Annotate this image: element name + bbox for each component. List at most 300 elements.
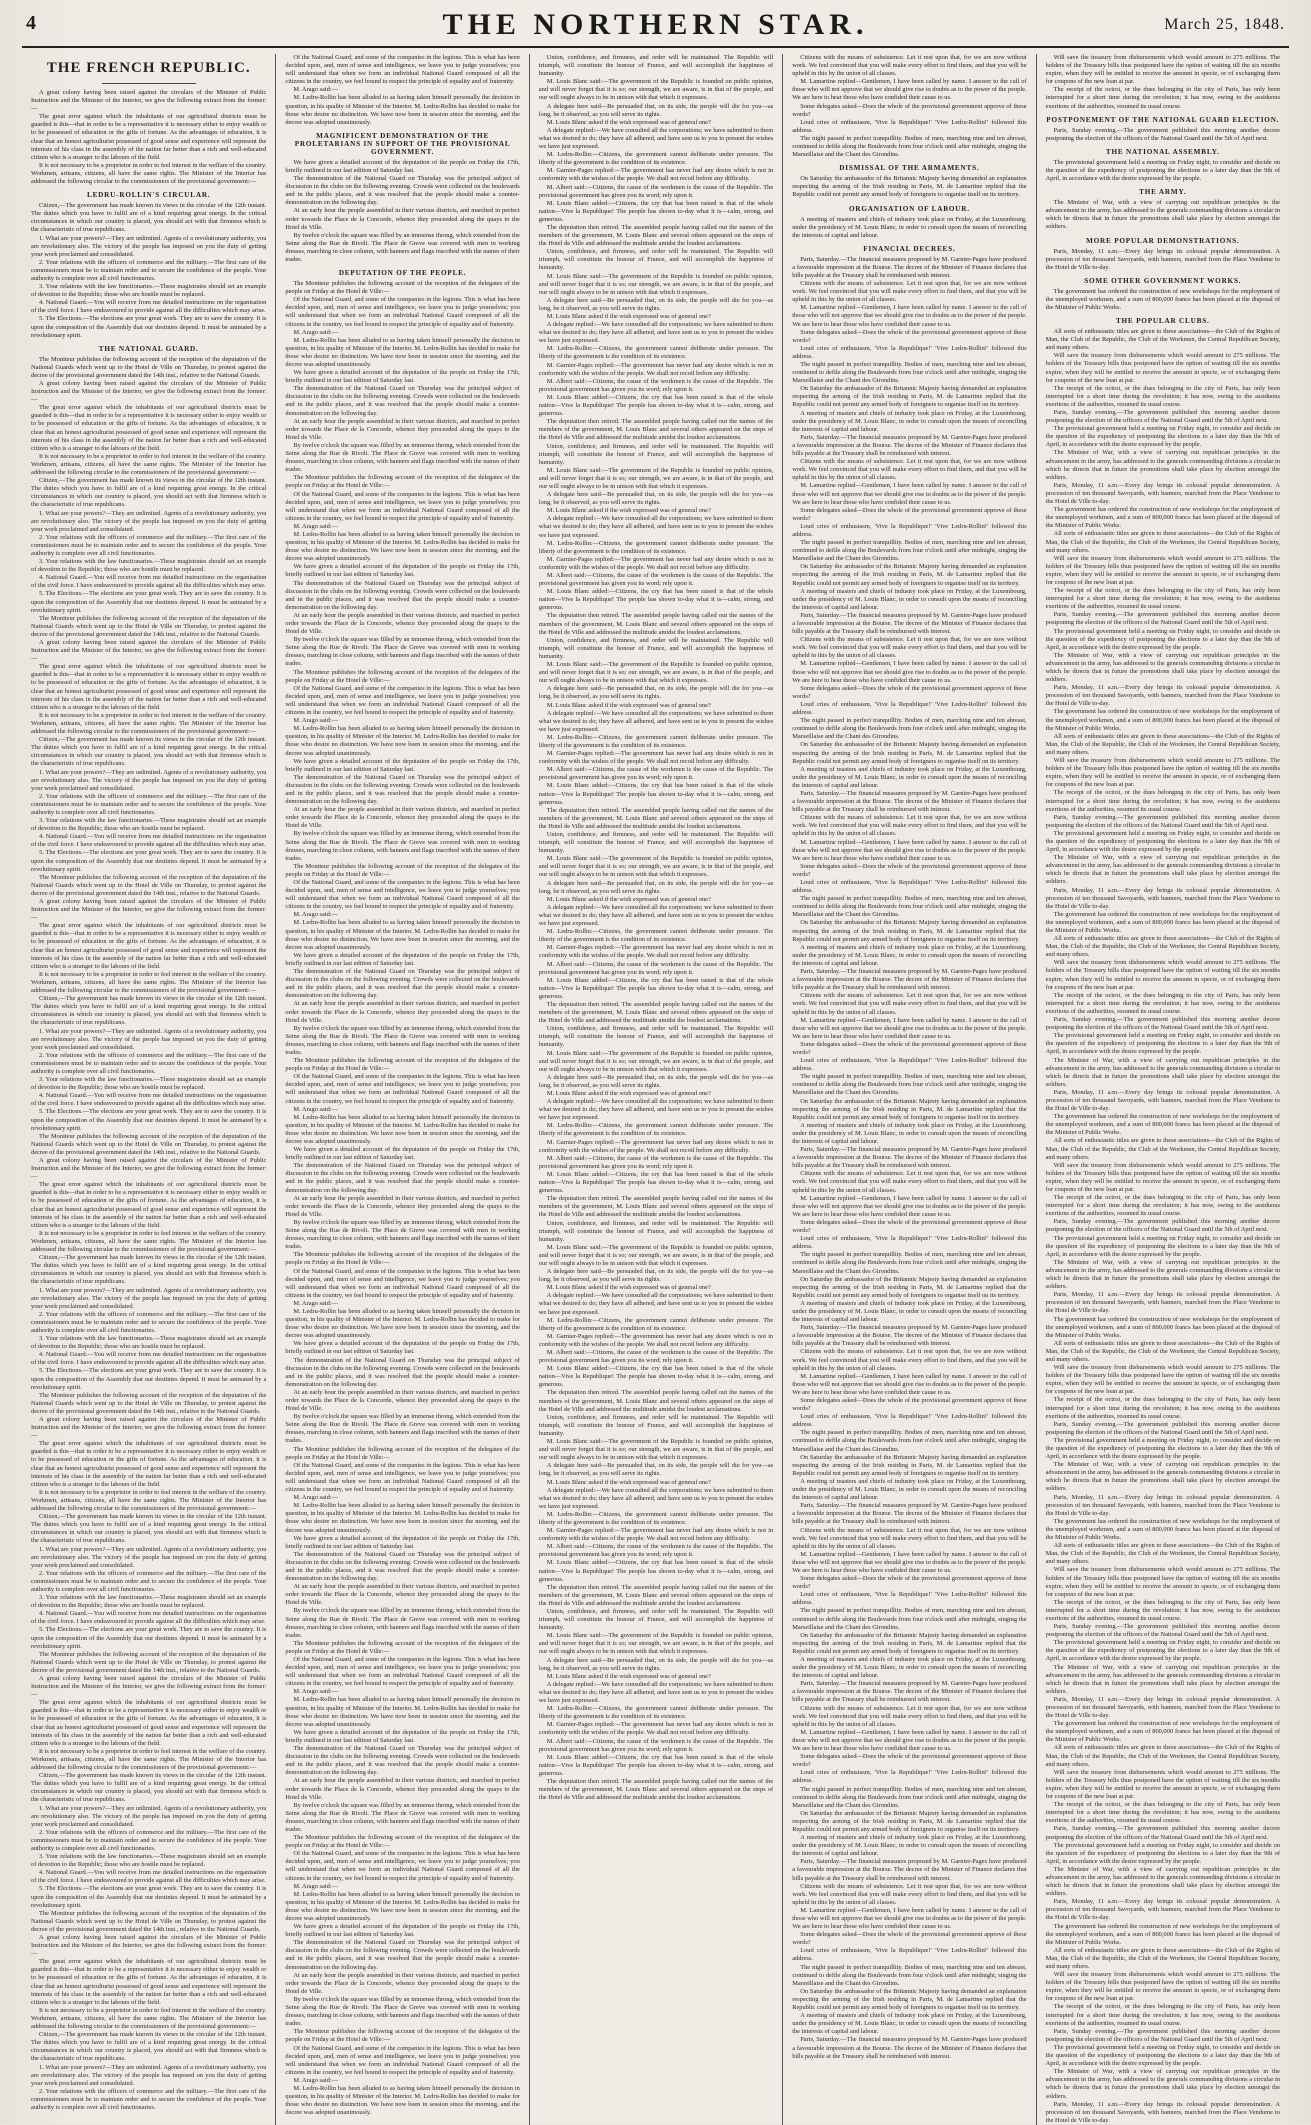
paragraph: Union, confidence, and firmness, and order will be maintained. The Republic will triumph, will constitute the honour of France, and will accomplish the happiness of humanity. — [538, 1608, 774, 1632]
paragraph: The night passed in perfect tranquillity. Bodies of men, marching nine and ten abreast, continued to defile along the Boulevards from four o'clock until after midnight, singing the Marseillaise and the Chant des Girondins. — [792, 1963, 1027, 1987]
paragraph: By twelve o'clock the square was filled by an immense throng, which extended from the Seine along the Rue de Rivoli. The Place de Greve was covered with men in working dresses, marching in close column, with banners and flags inscribed with the names of their trades. — [285, 1218, 520, 1251]
paragraph: M. Lamartine replied—Gentlemen, I have been called by name. I answer to the call of those who will not approve that we should give rise to doubts as to the power of the people. We are here to hear those who have confided their cause to us. — [792, 1728, 1027, 1753]
paragraph: M. Lamartine replied—Gentlemen, I have been called by name. I answer to the call of those who will not approve that we should give rise to doubts as to the power of the people. We are here to hear those who have confided their cause to us. — [792, 1906, 1027, 1931]
paragraph: M. Garnier-Pages replied:—The government has never had any desire which is not in conformity with the wishes of the people. We shall not recoil before any difficulty. — [538, 1138, 774, 1154]
paragraph: Citizens with the means of subsistence. Let it rest upon that, for we are now without work. We feel convinced that you will make every effort to find them, and that you will be upheld in this by the union of all classes. — [792, 636, 1027, 660]
paragraph: Of the National Guard, and some of the companies in the legions. This is what has been decided upon, and, men of sense and intelligence, we leave you to judge yourselves; you will understand that when we form an individual National Guard composed of all the citizens in the country, we feel bound to respect the principle of equality and of fraternity. — [285, 490, 520, 522]
paragraph: Union, confidence, and firmness, and order will be maintained. The Republic will triumph, will constitute the honour of France, and will accomplish the happiness of humanity. — [538, 636, 774, 660]
paragraph: M. Ledru-Rollin has been alluded to as having taken himself personally the decision in question, in his quality of Minister of the Interior. M. Ledru-Rollin has decided to make for those who desire no distinction. We have now been in session since the morning, and the decree was adopted unanimously. — [285, 2084, 520, 2117]
paragraph: Paris, Sunday evening.—The government published this morning another decree postponing the election of the officers of the National Guard until the 5th of April next. — [1045, 1218, 1280, 1234]
paragraph: M. Ledru-Rollin:—Citizens, the government cannot deliberate under pressure. The liberty of the government is the condition of its existence. — [538, 733, 774, 749]
paragraph: Paris, Saturday.—The financial measures proposed by M. Garnier-Pages have produced a favourable impression at the Bourse. The decree of the Minister of Finance declares that bills payable at the Treasury shall be reimbursed with interest. — [792, 255, 1027, 279]
paragraph: M. Lamartine replied—Gentlemen, I have been called by name. I answer to the call of those who will not approve that we should give rise to doubts as to the power of the people. We are here to hear those who have confided their cause to us. — [792, 304, 1027, 328]
paragraph: The Minister of War, with a view of carrying out republican principles in the advancement in the army, has addressed to the generals commanding divisions a circular in which he directs that in future the promotions shall take place by election amongst the soldiers. — [1045, 1663, 1280, 1695]
paragraph: Of the National Guard, and some of the companies in the legions. This is what has been decided upon, and, men of sense and intelligence, we leave you to judge yourselves; you will understand that when we form an individual National Guard composed of all the citizens in the country, we feel bound to respect the principle of equality and of fraternity. — [285, 54, 520, 86]
body-text-continuation — [792, 280, 1026, 2061]
paragraph: The Moniteur publishes the following account of the reception of the delegates of the people on Friday at the Hotel de Ville:— — [285, 474, 520, 490]
paragraph: Union, confidence, and firmness, and order will be maintained. The Republic will triumph, will constitute the honour of France, and will accomplish the happiness of humanity. — [538, 1413, 774, 1437]
paragraph: A great colony having been raised against the circulars of the Minister of Public Instruction and the Minister of the Interior, we give the following extract from the former:— — [31, 1157, 267, 1181]
paragraph: All sorts of enthusiastic titles are given to these associations—the Club of the Rights of Man, the Club of the Republic, the Club of the Workmen, the Central Republican Society, and many others. — [1045, 328, 1280, 352]
paragraph: Paris, Monday, 11 a.m.—Every day brings its colossal popular demonstration. A procession of ten thousand Savoyards, with banners, marched from the Place Vendome to the Hotel de Ville to-day. — [1045, 684, 1280, 708]
paragraph: 5. The Elections.—The elections are your great work. They are to save the country. It is upon the composition of the Assembly that our destinies depend. It must be animated by a revolutionary spirit. — [31, 1885, 267, 1909]
paragraph: 4. National Guard.—You will receive from me detailed instructions on the organisation of the civil force. I have endeavoured to provide against all the difficulties which may arise. — [31, 833, 267, 849]
paragraph: Paris, Monday, 11 a.m.—Every day brings its colossal popular demonstration. A procession of ten thousand Savoyards, with banners, marched from the Place Vendome to the Hotel de Ville to-day. — [1045, 1088, 1280, 1113]
paragraph: 4. National Guard.—You will receive from me detailed instructions on the organisation of the civil force. I have endeavoured to provide against all the difficulties which may arise. — [31, 1351, 267, 1367]
paragraph: A delegate here said—Be persuaded that, on its side, the people will die for you—as long, be it observed, as you will serve its rights. — [538, 685, 774, 701]
paragraph: The demonstration of the National Guard on Thursday was the principal subject of discussion in the clubs on the following evening. Crowds were collected on the boulevards and in the public places, and it was resolved that the people should make a counter-demonstration on the following day. — [285, 1550, 520, 1583]
paragraph: 1. What are your powers?—They are unlimited. Agents of a revolutionary authority, you are revolutionary also. The victory of the people has imposed on you the duty of getting your work proclaimed and consolidated. — [31, 1804, 267, 1828]
paragraph: Union, confidence, and firmness, and order will be maintained. The Republic will triumph, will constitute the honour of France, and will accomplish the happiness of humanity. — [538, 1219, 774, 1243]
paragraph: All sorts of enthusiastic titles are given to these associations—the Club of the Rights of Man, the Club of the Republic, the Club of the Workmen, the Central Republican Society, and many others. — [1045, 1946, 1280, 1970]
paragraph: The deputation then retired. The assembled people having called out the names of the members of the government, M. Louis Blanc and several others appeared on the steps of the Hotel de Ville and addressed the multitude amidst the loudest acclamations. — [538, 1000, 774, 1025]
paragraph: M. Louis Blanc asked if the wish expressed was of general one? — [546, 313, 711, 320]
subheading: THE NATIONAL ASSEMBLY. — [1105, 147, 1220, 156]
paragraph: The night passed in perfect tranquillity. Bodies of men, marching nine and ten abreast, continued to defile along the Boulevards from four o'clock until after midnight, singing the Marseillaise and the Chant des Girondins. — [792, 1429, 1027, 1453]
paragraph: The great error against which the inhabitants of our agricultural districts must be guarded is this—that in order to be a representative it is necessary either to enjoy wealth or to be possessed of education or the gifts of fortune. As the advantages of education, it is clear that an honest agriculturist possessed of good sense and experience will represent the interests of his class in the assembly of the nation far better than a rich and well-educated citizen who is a stranger to the labours of the field. — [31, 922, 267, 970]
paragraph: Some delegates asked—Does the whole of the provisional government approve of these words? — [792, 506, 1027, 522]
paragraph: The Moniteur publishes the following account of the reception of the deputation of the National Guards which went up to the Hotel de Ville on Thursday, to protest against the decree of the provisional government dated the 14th inst., relative to the National Guards. — [31, 873, 267, 897]
page-number: 4 — [26, 12, 36, 34]
paragraph: The night passed in perfect tranquillity. Bodies of men, marching nine and ten abreast, continued to defile along the Boulevards from four o'clock until after midnight, singing the Marseillaise and the Chant des Girondins. — [792, 1251, 1027, 1275]
paragraph: 2. Your relations with the officers of commerce and the military.—The first care of the commissioners must be to maintain order and to secure the confidence of the people. Your authority is complete over all civil functionaries. — [31, 1828, 267, 1852]
paragraph: On Saturday the ambassador of the Britannic Majesty having demanded an explanation respecting the arming of the Irish residing in Paris, M. de Lamartine replied that the Republic could not permit any armed body of foreigners to organise itself on its territory. — [792, 741, 1027, 765]
paragraph: 1. What are your powers?—They are unlimited. Agents of a revolutionary authority, you are revolutionary also. The victory of the people has imposed on you the duty of getting your work proclaimed and consolidated. — [31, 768, 267, 792]
paragraph: A delegate replied:—We have consulted all the corporations; we have submitted to them what we desired to do; they have all adhered, and have sent us to you to present the wishes we have just expressed. — [538, 321, 774, 345]
paragraph: The receipt of the octroi, or the dues belonging to the city of Paris, has only been interrupted for a short time during the revolution; it has now, owing to the assiduous exertions of the authorities, resumed its usual course. — [1045, 1801, 1280, 1825]
paragraph: M. Garnier-Pages replied:—The government has never had any desire which is not in conformity with the wishes of the people. We shall not recoil before any difficulty. — [538, 944, 774, 960]
body-text-continuation — [1046, 352, 1280, 2125]
paragraph: M. Ledru-Rollin:—Citizens, the government cannot deliberate under pressure. The liberty of the government is the condition of its existence. — [538, 1122, 774, 1138]
paragraph: It is not necessary to be a proprietor in order to feel interest in the welfare of the country. Workmen, artisans, citizens, all have the same rights. The Minister of the Interior has addressed the following circular to the commissioners of the provisional government:— — [31, 711, 267, 736]
paragraph: M. Garnier-Pages replied:—The government has never had any desire which is not in conformity with the wishes of the people. We shall not recoil before any difficulty. — [538, 167, 774, 183]
paragraph: On Saturday the ambassador of the Britannic Majesty having demanded an explanation respecting the arming of the Irish residing in Paris, M. de Lamartine replied that the Republic could not permit any armed body of foreigners to organise itself on its territory. — [792, 919, 1027, 943]
paragraph: Paris, Saturday.—The financial measures proposed by M. Garnier-Pages have produced a favourable impression at the Bourse. The decree of the Minister of Finance declares that bills payable at the Treasury shall be reimbursed with interest. — [792, 611, 1027, 636]
paragraph: The night passed in perfect tranquillity. Bodies of men, marching nine and ten abreast, continued to defile along the Boulevards from four o'clock until after midnight, singing the Marseillaise and the Chant des Girondins. — [792, 1073, 1027, 1097]
paragraph: At an early hour the people assembled in their various districts, and marched in perfect order towards the Place de la Concorde, whence they proceeded along the quays to the Hotel de Ville. — [285, 611, 520, 636]
body-text-continuation — [31, 380, 266, 2112]
paragraph: The Minister of War, with a view of carrying out republican principles in the advancement in the army, has addressed to the generals commanding divisions a circular in which he directs that in future the promotions shall take place by election amongst the soldiers. — [1045, 1865, 1280, 1898]
paragraph: The Moniteur publishes the following account of the reception of the deputation of the National Guards which went up to the Hotel de Ville on Thursday, to protest against the decree of the provisional government dated the 14th inst., relative to the National Guards. — [31, 614, 267, 638]
paragraph: 3. Your relations with the law functionaries.—These magistrates should set an example of devotion to the Republic; those who are hostile must be replaced. — [31, 817, 267, 833]
paragraph: Of the National Guard, and some of the companies in the legions. This is what has been decided upon, and, men of sense and intelligence, we leave you to judge yourselves; you will understand that when we form an individual National Guard composed of all the citizens in the country, we feel bound to respect the principle of equality and of fraternity. — [285, 296, 520, 328]
paragraph: By twelve o'clock the square was filled by an immense throng, which extended from the Seine along the Rue de Rivoli. The Place de Greve was covered with men in working dresses, marching in close column, with banners and flags inscribed with the names of their trades. — [285, 1801, 520, 1833]
paragraph: A delegate replied:—We have consulted all the corporations; we have submitted to them what we desired to do; they have all adhered, and have sent us to you to present the wishes we have just expressed. — [538, 1098, 774, 1122]
paragraph: The Moniteur publishes the following account of the reception of the delegates of the people on Friday at the Hotel de Ville:— — [285, 862, 520, 878]
paragraph: 4. National Guard.—You will receive from me detailed instructions on the organisation of the civil force. I have endeavoured to provide against all the difficulties which may arise. — [31, 1610, 267, 1626]
paragraph: It is not necessary to be a proprietor in order to feel interest in the welfare of the country. Workmen, artisans, citizens, all have the same rights. The Minister of the Interior has addressed the following circular to the commissioners of the provisional government:— — [31, 1488, 267, 1513]
paragraph: M. Arago said:— — [293, 522, 338, 530]
paragraph: 2. Your relations with the officers of commerce and the military.—The first care of the commissioners must be to maintain order and to secure the confidence of the people. Your authority is complete over all civil functionaries. — [31, 258, 267, 282]
paragraph: Some delegates asked—Does the whole of the provisional government approve of these words? — [792, 1397, 1027, 1413]
paragraph: The provisional government held a meeting on Friday night, to consider and decide on the question of the expediency of postponing the elections to a later day than the 9th of April, in accordance with the desire expressed by the people. — [1045, 1639, 1280, 1663]
paragraph: M. Arago said:— — [293, 1688, 338, 1696]
paragraph: Will save the treasury from disbursements which would amount to 275 millions. The holders of the Treasury bills thus postponed have the option of waiting till the six months expire, when they will be entitled to receive the amount in specie, or of exchanging them for coupons of the new loan at par. — [1045, 1364, 1280, 1396]
paragraph: The demonstration of the National Guard on Thursday was the principal subject of discussion in the clubs on the following evening. Crowds were collected on the boulevards and in the public places, and it was resolved that the people should make a counter-demonstration on the following day. — [285, 1745, 520, 1777]
body-text-continuation — [539, 248, 773, 1802]
paragraph: Will save the treasury from disbursements which would amount to 275 millions. The holders of the Treasury bills thus postponed have the option of waiting till the six months expire, when they will be entitled to receive the amount in specie, or of exchanging them for coupons of the new loan at par. — [1045, 1971, 1280, 2003]
paragraph: M. Ledru-Rollin has been alluded to as having taken himself personally the decision in question, in his quality of Minister of the Interior. M. Ledru-Rollin has decided to make for those who desire no distinction. We have now been in session since the morning, and the decree was adopted unanimously. — [285, 725, 520, 757]
paragraph: Loud cries of enthusiasm, 'Vive la Republique!' 'Vive Ledru-Rollin!' followed this address. — [792, 344, 1027, 360]
paragraph: A delegate replied:—We have consulted all the corporations; we have submitted to them what we desired to do; they have all adhered, and have sent us to you to present the wishes we have just expressed. — [538, 903, 774, 928]
paragraph: On Saturday the ambassador of the Britannic Majesty having demanded an explanation respecting the arming of the Irish residing in Paris, M. de Lamartine replied that the Republic could not permit any armed body of foreigners to organise itself on its territory. — [792, 1987, 1027, 2012]
paragraph: A meeting of masters and chiefs of industry took place on Friday, at the Luxembourg, under the presidency of M. Louis Blanc, in order to consult upon the means of reconciling the interests of capital and labour. — [792, 1121, 1027, 1145]
paragraph: M. Ledru-Rollin:—Citizens, the government cannot deliberate under pressure. The liberty of the government is the condition of its existence. — [538, 151, 774, 167]
paragraph: Loud cries of enthusiasm, 'Vive la Republique!' 'Vive Ledru-Rollin!' followed this address. — [792, 1947, 1027, 1963]
paragraph: M. Louis Blanc added:—Citizens, the cry that has been raised is that of the whole nation—Vive la Republique! The people has shown to-day what it is—calm, strong, and generous. — [538, 1753, 774, 1777]
paragraph: Paris, Sunday evening.—The government published this morning another decree postponing the election of the officers of the National Guard until the 5th of April next. — [1045, 611, 1280, 627]
paragraph: A meeting of masters and chiefs of industry took place on Friday, at the Luxembourg, under the presidency of M. Louis Blanc, in order to consult upon the means of reconciling the interests of capital and labour. — [792, 765, 1027, 789]
paragraph: M. Ledru-Rollin has been alluded to as having taken himself personally the decision in question, in his quality of Minister of the Interior. M. Ledru-Rollin has decided to make for those who desire no distinction. We have now been in session since the morning, and the decree was adopted unanimously. — [285, 1113, 520, 1145]
paragraph: A delegate replied:—We have consulted all the corporations; we have submitted to them what we desired to do; they have all adhered, and have sent us to you to present the wishes we have just expressed. — [538, 1486, 774, 1510]
paragraph: The deputation then retired. The assembled people having called out the names of the members of the government, M. Louis Blanc and several others appeared on the steps of the Hotel de Ville and addressed the multitude amidst the loudest acclamations. — [538, 1583, 774, 1607]
paragraph: M. Arago said:— — [293, 2076, 338, 2084]
paragraph: At an early hour the people assembled in their various districts, and marched in perfect order towards the Place de la Concorde, whence they proceeded along the quays to the Hotel de Ville. — [285, 1388, 520, 1413]
paragraph: The great error against which the inhabitants of our agricultural districts must be guarded is this—that in order to be a representative it is necessary either to enjoy wealth or to be possessed of education or the gifts of fortune. As the advantages of education, it is clear that an honest agriculturist possessed of good sense and experience will represent the interests of his class in the assembly of the nation far better than a rich and well-educated citizen who is a stranger to the labours of the field. — [31, 1699, 267, 1747]
issue-date: March 25, 1848. — [1164, 16, 1285, 33]
paragraph: Will save the treasury from disbursements which would amount to 275 millions. The holders of the Treasury bills thus postponed have the option of waiting till the six months expire, when they will be entitled to receive the amount in specie, or of exchanging them for coupons of the new loan at par. — [1045, 959, 1280, 991]
paragraph: The great error against which the inhabitants of our agricultural districts must be guarded is this—that in order to be a representative it is necessary either to enjoy wealth or to be possessed of education or the gifts of fortune. As the advantages of education, it is clear that an honest agriculturist possessed of good sense and experience will represent the interests of his class in the assembly of the nation far better than a rich and well-educated citizen who is a stranger to the labours of the field. — [31, 663, 267, 711]
paragraph: On Saturday the ambassador of the Britannic Majesty having demanded an explanation respecting the arming of the Irish residing in Paris, M. de Lamartine replied that the Republic could not permit any armed body of foreigners to organise itself on its territory. — [792, 1453, 1027, 1477]
paragraph: Of the National Guard, and some of the companies in the legions. This is what has been decided upon, and, men of sense and intelligence, we leave you to judge yourselves; you will understand that when we form an individual National Guard composed of all the citizens in the country, we feel bound to respect the principle of equality and of fraternity. — [285, 879, 520, 911]
paragraph: Some delegates asked—Does the whole of the provisional government approve of these words? — [792, 1753, 1027, 1769]
paragraph: The provisional government held a meeting on Friday night, to consider and decide on the question of the expediency of postponing the elections to a later day than the 9th of April, in accordance with the desire expressed by the people. — [1045, 158, 1280, 183]
paragraph: M. Garnier-Pages replied:—The government has never had any desire which is not in conformity with the wishes of the people. We shall not recoil before any difficulty. — [538, 1721, 774, 1737]
paragraph: Loud cries of enthusiasm, 'Vive la Republique!' 'Vive Ledru-Rollin!' followed this address. — [792, 1769, 1027, 1785]
paragraph: Paris, Saturday.—The financial measures proposed by M. Garnier-Pages have produced a favourable impression at the Bourse. The decree of the Minister of Finance declares that bills payable at the Treasury shall be reimbursed with interest. — [792, 1146, 1027, 1170]
paragraph: We have given a detailed account of the deputation of the people on Friday the 17th, briefly outlined in our last edition of Saturday last. — [285, 1534, 520, 1550]
paragraph: The demonstration of the National Guard on Thursday was the principal subject of discussion in the clubs on the following evening. Crowds were collected on the boulevards and in the public places, and it was resolved that the people should make a counter-demonstration on the following day. — [285, 1939, 520, 1971]
paragraph: M. Ledru-Rollin:—Citizens, the government cannot deliberate under pressure. The liberty of the government is the condition of its existence. — [538, 1705, 774, 1721]
paragraph: We have given a detailed account of the deputation of the people on Friday the 17th, briefly outlined in our last edition of Saturday last. — [285, 1923, 520, 1939]
paragraph: M. Arago said:— — [293, 328, 338, 336]
paragraph: Paris, Saturday.—The financial measures proposed by M. Garnier-Pages have produced a favourable impression at the Bourse. The decree of the Minister of Finance declares that bills payable at the Treasury shall be reimbursed with interest. — [792, 789, 1027, 814]
paragraph: 4. National Guard.—You will receive from me detailed instructions on the organisation of the civil force. I have endeavoured to provide against all the difficulties which may arise. — [31, 1869, 267, 1885]
paragraph: All sorts of enthusiastic titles are given to these associations—the Club of the Rights of Man, the Club of the Republic, the Club of the Workmen, the Central Republican Society, and many others. — [1045, 1339, 1280, 1363]
paragraph: M. Louis Blanc said:—The government of the Republic is founded on public opinion, and will never forget that it is so; our strength, we are aware, is in that of the people, and our will ought always to be in unison with that which it expresses. — [538, 1049, 774, 1073]
paragraph: M. Albert said:—Citizens, the cause of the workmen is the cause of the Republic. The provisional government has given you its word; rely upon it. — [538, 766, 774, 782]
divider — [102, 83, 196, 84]
body-text-continuation — [285, 296, 519, 2117]
paragraph: Citizens with the means of subsistence. Let it rest upon that, for we are now without work. We feel convinced that you will make every effort to find them, and that you will be upheld in this by the union of all classes. — [792, 992, 1027, 1016]
paragraph: The government has ordered the construction of new workshops for the employment of the unemployed workmen, and a sum of 800,000 francs has been placed at the disposal of the Minister of Public Works. — [1045, 1113, 1280, 1137]
paragraph: Paris, Saturday.—The financial measures proposed by M. Garnier-Pages have produced a favourable impression at the Bourse. The decree of the Minister of Finance declares that bills payable at the Treasury shall be reimbursed with interest. — [792, 1502, 1027, 1526]
paragraph: 5. The Elections.—The elections are your great work. They are to save the country. It is upon the composition of the Assembly that our destinies depend. It must be animated by a revolutionary spirit. — [31, 1626, 267, 1650]
paragraph: M. Louis Blanc said:—The government of the Republic is founded on public opinion, and will never forget that it is so; our strength, we are aware, is in that of the people, and our will ought always to be in unison with that which it expresses. — [538, 78, 774, 102]
paragraph: 5. The Elections.—The elections are your great work. They are to save the country. It is upon the composition of the Assembly that our destinies depend. It must be animated by a revolutionary spirit. — [31, 1367, 267, 1391]
paragraph: M. Garnier-Pages replied:—The government has never had any desire which is not in conformity with the wishes of the people. We shall not recoil before any difficulty. — [538, 361, 774, 377]
paragraph: The Moniteur publishes the following account of the reception of the delegates of the people on Friday at the Hotel de Ville:— — [285, 1251, 520, 1267]
paragraph: The government has ordered the construction of new workshops for the employment of the unemployed workmen, and a sum of 800,000 francs has been placed at the disposal of the Minister of Public Works. — [1045, 506, 1280, 530]
paragraph: The Moniteur publishes the following account of the reception of the delegates of the people on Friday at the Hotel de Ville:— — [285, 1834, 520, 1850]
paragraph: It is not necessary to be a proprietor in order to feel interest in the welfare of the country. Workmen, artisans, citizens, all have the same rights. The Minister of the Interior has addressed the following circular to the commissioners of the provisional government:— — [31, 452, 267, 477]
paragraph: A great colony having been raised against the circulars of the Minister of Public Instruction and the Minister of the Interior, we give the following extract from the former:— — [31, 898, 267, 922]
paragraph: Citizen,—The government has made known its views in the circular of the 12th instant. The duties which you have to fulfil are of a kind requiring great energy. In the critical circumstances in which our country is placed, you should act with that firmness which is the characteristic of true republicans. — [31, 1254, 267, 1286]
paragraph: The provisional government held a meeting on Friday night, to consider and decide on the question of the expediency of postponing the elections to a later day than the 9th of April, in accordance with the desire expressed by the people. — [1045, 425, 1280, 449]
paragraph: The Moniteur publishes the following account of the reception of the delegates of the people on Friday at the Hotel de Ville:— — [285, 2028, 520, 2044]
paragraph: The Moniteur publishes the following account of the reception of the deputation of the National Guards which went up to the Hotel de Ville on Thursday, to protest against the decree of the provisional government dated the 14th inst., relative to the National Guards. — [31, 1650, 267, 1674]
paragraph: A meeting of masters and chiefs of industry took place on Friday, at the Luxembourg, under the presidency of M. Louis Blanc, in order to consult upon the means of reconciling the interests of capital and labour. — [792, 215, 1027, 239]
paragraph: The great error against which the inhabitants of our agricultural districts must be guarded is this—that in order to be a representative it is necessary either to enjoy wealth or to be possessed of education or the gifts of fortune. As the advantages of education, it is clear that an honest agriculturist possessed of good sense and experience will represent the interests of his class in the assembly of the nation far better than a rich and well-educated citizen who is a stranger to the labours of the field. — [31, 113, 267, 161]
column-2 — [275, 54, 528, 2125]
paragraph: Will save the treasury from disbursements which would amount to 275 millions. The holders of the Treasury bills thus postponed have the option of waiting till the six months expire, when they will be entitled to receive the amount in specie, or of exchanging them for coupons of the new loan at par. — [1045, 757, 1280, 789]
paragraph: The Minister of War, with a view of carrying out republican principles in the advancement in the army, has addressed to the generals commanding divisions a circular in which he directs that in future the promotions shall take place by election amongst the soldiers. — [1045, 449, 1280, 481]
paragraph: The night passed in perfect tranquillity. Bodies of men, marching nine and ten abreast, continued to defile along the Boulevards from four o'clock until after midnight, singing the Marseillaise and the Chant des Girondins. — [792, 717, 1027, 741]
paragraph: A delegate here said—Be persuaded that, on its side, the people will die for you—as long, be it observed, as you will serve its rights. — [538, 1073, 774, 1089]
paragraph: At an early hour the people assembled in their various districts, and marched in perfect order towards the Place de la Concorde, whence they proceeded along the quays to the Hotel de Ville. — [285, 1000, 520, 1024]
paragraph: By twelve o'clock the square was filled by an immense throng, which extended from the Seine along the Rue de Rivoli. The Place de Greve was covered with men in working dresses, marching in close column, with banners and flags inscribed with the names of their trades. — [285, 830, 520, 862]
paragraph: M. Louis Blanc added:—Citizens, the cry that has been raised is that of the whole nation—Vive la Republique! The people has shown to-day what it is—calm, strong, and generous. — [538, 588, 774, 612]
paragraph: Citizen,—The government has made known its views in the circular of the 12th instant. The duties which you have to fulfil are of a kind requiring great energy. In the critical circumstances in which our country is placed, you should act with that firmness which is the characteristic of true republicans. — [31, 202, 267, 234]
paragraph: We have given a detailed account of the deputation of the people on Friday the 17th, briefly outlined in our last edition of Saturday last. — [285, 757, 520, 773]
paragraph: The provisional government held a meeting on Friday night, to consider and decide on the question of the expediency of postponing the elections to a later day than the 9th of April, in accordance with the desire expressed by the people. — [1045, 2043, 1280, 2068]
paragraph: All sorts of enthusiastic titles are given to these associations—the Club of the Rights of Man, the Club of the Republic, the Club of the Workmen, the Central Republican Society, and many others. — [1045, 1137, 1280, 1161]
paragraph: The Moniteur publishes the following account of the reception of the delegates of the people on Friday at the Hotel de Ville:— — [285, 668, 520, 684]
paragraph: A delegate here said—Be persuaded that, on its side, the people will die for you—as long, be it observed, as you will serve its rights. — [538, 491, 774, 507]
paragraph: A delegate here said—Be persuaded that, on its side, the people will die for you—as long, be it observed, as you will serve its rights. — [538, 1462, 774, 1478]
headline-french-republic: THE FRENCH REPUBLIC. — [46, 60, 251, 76]
paragraph: Citizens with the means of subsistence. Let it rest upon that, for we are now without work. We feel convinced that you will make every effort to find them, and that you will be upheld in this by the union of all classes. — [792, 54, 1027, 78]
paragraph: M. Louis Blanc asked if the wish expressed was of general one? — [546, 507, 711, 515]
article-columns — [22, 54, 1289, 2124]
paragraph: A great colony having been raised against the circulars of the Minister of Public Instruction and the Minister of the Interior, we give the following extract from the former:— — [31, 1934, 267, 1958]
paragraph: Citizens with the means of subsistence. Let it rest upon that, for we are now without work. We feel convinced that you will make every effort to find them, and that you will be upheld in this by the union of all classes. — [792, 1882, 1027, 1906]
paragraph: M. Louis Blanc asked if the wish expressed was of general one? — [546, 1672, 711, 1680]
paragraph: A meeting of masters and chiefs of industry took place on Friday, at the Luxembourg, under the presidency of M. Louis Blanc, in order to consult upon the means of reconciling the interests of capital and labour. — [792, 1656, 1027, 1680]
paragraph: M. Louis Blanc said:—The government of the Republic is founded on public opinion, and will never forget that it is so; our strength, we are aware, is in that of the people, and our will ought always to be in unison with that which it expresses. — [538, 1438, 774, 1462]
column-1 — [22, 54, 275, 2125]
paragraph: The government has ordered the construction of new workshops for the employment of the unemployed workmen, and a sum of 800,000 francs has been placed at the disposal of the Minister of Public Works. — [1045, 1922, 1280, 1946]
paragraph: Of the National Guard, and some of the companies in the legions. This is what has been decided upon, and, men of sense and intelligence, we leave you to judge yourselves; you will understand that when we form an individual National Guard composed of all the citizens in the country, we feel bound to respect the principle of equality and of fraternity. — [285, 1656, 520, 1688]
paragraph: 2. Your relations with the officers of commerce and the military.—The first care of the commissioners must be to maintain order and to secure the confidence of the people. Your authority is complete over all civil functionaries. — [31, 792, 267, 816]
paragraph: It is not necessary to be a proprietor in order to feel interest in the welfare of the country. Workmen, artisans, citizens, all have the same rights. The Minister of the Interior has addressed the following circular to the commissioners of the provisional government:— — [31, 1747, 267, 1772]
paragraph: We have given a detailed account of the deputation of the people on Friday the 17th, briefly outlined in our last edition of Saturday last. — [285, 1728, 520, 1744]
paragraph: 3. Your relations with the law functionaries.—These magistrates should set an example of devotion to the Republic; those who are hostile must be replaced. — [31, 558, 267, 574]
paragraph: M. Lamartine replied—Gentlemen, I have been called by name. I answer to the call of those who will not approve that we should give rise to doubts as to the power of the people. We are here to hear those who have confided their cause to us. — [792, 1016, 1027, 1040]
paragraph: 2. Your relations with the officers of commerce and the military.—The first care of the commissioners must be to maintain order and to secure the confidence of the people. Your authority is complete over all civil functionaries. — [31, 1051, 267, 1075]
paragraph: The Moniteur publishes the following account of the reception of the delegates of the people on Friday at the Hotel de Ville:— — [285, 1639, 520, 1655]
paragraph: The great error against which the inhabitants of our agricultural districts must be guarded is this—that in order to be a representative it is necessary either to enjoy wealth or to be possessed of education or the gifts of fortune. As the advantages of education, it is clear that an honest agriculturist possessed of good sense and experience will represent the interests of his class in the assembly of the nation far better than a rich and well-educated citizen who is a stranger to the labours of the field. — [31, 1440, 267, 1488]
paragraph: M. Lamartine replied—Gentlemen, I have been called by name. I answer to the call of those who will not approve that we should give rise to doubts as to the power of the people. We are here to hear those who have confided their cause to us. — [792, 838, 1027, 862]
paragraph: M. Louis Blanc asked if the wish expressed was of general one? — [546, 118, 711, 126]
paragraph: A delegate replied:—We have consulted all the corporations; we have submitted to them what we desired to do; they have all adhered, and have sent us to you to present the wishes we have just expressed. — [538, 1680, 774, 1705]
paragraph: Paris, Sunday evening.—The government published this morning another decree postponing the election of the officers of the National Guard until the 5th of April next. — [1045, 1016, 1280, 1032]
paragraph: The night passed in perfect tranquillity. Bodies of men, marching nine and ten abreast, continued to defile along the Boulevards from four o'clock until after midnight, singing the Marseillaise and the Chant des Girondins. — [792, 1607, 1027, 1631]
paragraph: A delegate here said—Be persuaded that, on its side, the people will die for you—as long, be it observed, as you will serve its rights. — [538, 102, 774, 118]
paragraph: M. Arago said:— — [293, 1299, 338, 1307]
paragraph: A delegate here said—Be persuaded that, on its side, the people will die for you—as long, be it observed, as you will serve its rights. — [538, 1268, 774, 1284]
paragraph: Paris, Sunday evening.—The government published this morning another decree postponing the election of the officers of the National Guard until the 5th of April next. — [1045, 126, 1280, 142]
paragraph: The great error against which the inhabitants of our agricultural districts must be guarded is this—that in order to be a representative it is necessary either to enjoy wealth or to be possessed of education or the gifts of fortune. As the advantages of education, it is clear that an honest agriculturist possessed of good sense and experience will represent the interests of his class in the assembly of the nation far better than a rich and well-educated citizen who is a stranger to the labours of the field. — [31, 1958, 267, 2006]
paragraph: Citizens with the means of subsistence. Let it rest upon that, for we are now without work. We feel convinced that you will make every effort to find them, and that you will be upheld in this by the union of all classes. — [792, 458, 1027, 482]
paragraph: A great colony having been raised against the circulars of the Minister of Public Instruction and the Minister of the Interior, we give the following extract from the former:— — [31, 1416, 267, 1440]
paragraph: A delegate here said—Be persuaded that, on its side, the people will die for you—as long, be it observed, as you will serve its rights. — [538, 296, 774, 312]
paragraph: At an early hour the people assembled in their various districts, and marched in perfect order towards the Place de la Concorde, whence they proceeded along the quays to the Hotel de Ville. — [285, 417, 520, 441]
paragraph: A delegate replied:—We have consulted all the corporations; we have submitted to them what we desired to do; they have all adhered, and have sent us to you to present the wishes we have just expressed. — [538, 709, 774, 733]
paragraph: Some delegates asked—Does the whole of the provisional government approve of these words? — [792, 328, 1027, 344]
paragraph: By twelve o'clock the square was filled by an immense throng, which extended from the Seine along the Rue de Rivoli. The Place de Greve was covered with men in working dresses, marching in close column, with banners and flags inscribed with the names of their trades. — [285, 1413, 520, 1445]
paragraph: A meeting of masters and chiefs of industry took place on Friday, at the Luxembourg, under the presidency of M. Louis Blanc, in order to consult upon the means of reconciling the interests of capital and labour. — [792, 409, 1027, 433]
paragraph: M. Lamartine replied—Gentlemen, I have been called by name. I answer to the call of those who will not approve that we should give rise to doubts as to the power of the people. We are here to hear those who have confided their cause to us. — [792, 1372, 1027, 1396]
paragraph: We have given a detailed account of the deputation of the people on Friday the 17th, briefly outlined in our last edition of Saturday last. — [285, 1340, 520, 1356]
paragraph: By twelve o'clock the square was filled by an immense throng, which extended from the Seine along the Rue de Rivoli. The Place de Greve was covered with men in working dresses, marching in close column, with banners and flags inscribed with the names of their trades. — [285, 636, 520, 668]
paragraph: Some delegates asked—Does the whole of the provisional government approve of these words? — [792, 1931, 1027, 1947]
paragraph: A great colony having been raised against the circulars of the Minister of Public Instruction and the Minister of the Interior, we give the following extract from the former:— — [31, 89, 267, 113]
paragraph: The demonstration of the National Guard on Thursday was the principal subject of discussion in the clubs on the following evening. Crowds were collected on the boulevards and in the public places, and it was resolved that the people should make a counter-demonstration on the following day. — [285, 385, 520, 417]
paragraph: M. Garnier-Pages replied:—The government has never had any desire which is not in conformity with the wishes of the people. We shall not recoil before any difficulty. — [538, 1332, 774, 1348]
paragraph: Loud cries of enthusiasm, 'Vive la Republique!' 'Vive Ledru-Rollin!' followed this address. — [792, 118, 1027, 134]
paragraph: 3. Your relations with the law functionaries.—These magistrates should set an example of devotion to the Republic; those who are hostile must be replaced. — [31, 1594, 267, 1610]
paragraph: 3. Your relations with the law functionaries.—These magistrates should set an example of devotion to the Republic; those who are hostile must be replaced. — [31, 1076, 267, 1092]
paragraph: Of the National Guard, and some of the companies in the legions. This is what has been decided upon, and, men of sense and intelligence, we leave you to judge yourselves; you will understand that when we form an individual National Guard composed of all the citizens in the country, we feel bound to respect the principle of equality and of fraternity. — [285, 1267, 520, 1299]
paragraph: M. Albert said:—Citizens, the cause of the workmen is the cause of the Republic. The provisional government has given you its word; rely upon it. — [538, 1349, 774, 1365]
subheading: ORGANISATION OF LABOUR. — [848, 204, 970, 213]
paragraph: M. Arago said:— — [293, 1105, 338, 1113]
paragraph: Some delegates asked—Does the whole of the provisional government approve of these words? — [792, 1218, 1027, 1235]
paragraph: A great colony having been raised against the circulars of the Minister of Public Instruction and the Minister of the Interior, we give the following extract from the former:— — [31, 1675, 267, 1699]
paragraph: Citizen,—The government has made known its views in the circular of the 12th instant. The duties which you have to fulfil are of a kind requiring great energy. In the critical circumstances in which our country is placed, you should act with that firmness which is the characteristic of true republicans. — [31, 1772, 267, 1804]
paragraph: M. Louis Blanc asked if the wish expressed was of general one? — [546, 895, 711, 903]
paragraph: M. Albert said:—Citizens, the cause of the workmen is the cause of the Republic. The provisional government has given you its word; rely upon it. — [538, 1543, 774, 1559]
paragraph: The Moniteur publishes the following account of the reception of the delegates of the people on Friday at the Hotel de Ville:— — [285, 1445, 520, 1461]
paragraph: The demonstration of the National Guard on Thursday was the principal subject of discussion in the clubs on the following evening. Crowds were collected on the boulevards and in the public places, and it was resolved that the people should make a counter-demonstration on the following day. — [285, 1356, 520, 1388]
paragraph: Will save the treasury from disbursements which would amount to 275 millions. The holders of the Treasury bills thus postponed have the option of waiting till the six months expire, when they will be entitled to receive the amount in specie, or of exchanging them for coupons of the new loan at par. — [1045, 1566, 1280, 1598]
paragraph: By twelve o'clock the square was filled by an immense throng, which extended from the Seine along the Rue de Rivoli. The Place de Greve was covered with men in working dresses, marching in close column, with banners and flags inscribed with the names of their trades. — [285, 231, 520, 263]
paragraph: Paris, Monday, 11 a.m.—Every day brings its colossal popular demonstration. A procession of ten thousand Savoyards, with banners, marched from the Place Vendome to the Hotel de Ville to-day. — [1045, 1695, 1280, 1720]
paragraph: Paris, Monday, 11 a.m.—Every day brings its colossal popular demonstration. A procession of ten thousand Savoyards, with banners, marched from the Place Vendome to the Hotel de Ville to-day. — [1045, 2100, 1280, 2124]
paragraph: Paris, Sunday evening.—The government published this morning another decree postponing the election of the officers of the National Guard until the 5th of April next. — [1045, 409, 1280, 425]
paragraph: A meeting of masters and chiefs of industry took place on Friday, at the Luxembourg, under the presidency of M. Louis Blanc, in order to consult upon the means of reconciling the interests of capital and labour. — [792, 1477, 1027, 1502]
paragraph: M. Louis Blanc added:—Citizens, the cry that has been raised is that of the whole nation—Vive la Republique! The people has shown to-day what it is—calm, strong, and generous. — [538, 1559, 774, 1583]
paragraph: A meeting of masters and chiefs of industry took place on Friday, at the Luxembourg, under the presidency of M. Louis Blanc, in order to consult upon the means of reconciling the interests of capital and labour. — [792, 587, 1027, 611]
paragraph: Paris, Monday, 11 a.m.—Every day brings its colossal popular demonstration. A procession of ten thousand Savoyards, with banners, marched from the Place Vendome to the Hotel de Ville to-day. — [1045, 1291, 1280, 1315]
paragraph: Union, confidence, and firmness, and order will be maintained. The Republic will triumph, will constitute the honour of France, and will accomplish the happiness of humanity. — [538, 54, 774, 78]
paragraph: A delegate replied:—We have consulted all the corporations; we have submitted to them what we desired to do; they have all adhered, and have sent us to you to present the wishes we have just expressed. — [538, 1292, 774, 1316]
paragraph: M. Louis Blanc asked if the wish expressed was of general one? — [546, 701, 711, 709]
paragraph: The deputation then retired. The assembled people having called out the names of the members of the government, M. Louis Blanc and several others appeared on the steps of the Hotel de Ville and addressed the multitude amidst the loudest acclamations. — [538, 1195, 774, 1219]
paragraph: On Saturday the ambassador of the Britannic Majesty having demanded an explanation respecting the arming of the Irish residing in Paris, M. de Lamartine replied that the Republic could not permit any armed body of foreigners to organise itself on its territory. — [792, 1097, 1027, 1121]
paragraph: The Minister of War, with a view of carrying out republican principles in the advancement in the army, has addressed to the generals commanding divisions a circular in which he directs that in future the promotions shall take place by election amongst the soldiers. — [1045, 199, 1280, 231]
paragraph: The deputation then retired. The assembled people having called out the names of the members of the government, M. Louis Blanc and several others appeared on the steps of the Hotel de Ville and addressed the multitude amidst the loudest acclamations. — [538, 418, 774, 442]
paragraph: 4. National Guard.—You will receive from me detailed instructions on the organisation of the civil force. I have endeavoured to provide against all the difficulties which may arise. — [31, 574, 267, 590]
paragraph: We have given a detailed account of the deputation of the people on Friday the 17th, briefly outlined in our last edition of Saturday last. — [285, 369, 520, 385]
paragraph: Loud cries of enthusiasm, 'Vive la Republique!' 'Vive Ledru-Rollin!' followed this address. — [792, 700, 1027, 717]
paragraph: M. Arago said:— — [293, 1882, 338, 1890]
paragraph: M. Louis Blanc said:—The government of the Republic is founded on public opinion, and will never forget that it is so; our strength, we are aware, is in that of the people, and our will ought always to be in unison with that which it expresses. — [538, 661, 774, 685]
paragraph: All sorts of enthusiastic titles are given to these associations—the Club of the Rights of Man, the Club of the Republic, the Club of the Workmen, the Central Republican Society, and many others. — [1045, 1744, 1280, 1768]
paragraph: M. Ledru-Rollin has been alluded to as having taken himself personally the decision in question, in his quality of Minister of the Interior. M. Ledru-Rollin has decided to make for those who desire no distinction. We have now been in session since the morning, and the decree was adopted unanimously. — [285, 336, 520, 368]
paragraph: Union, confidence, and firmness, and order will be maintained. The Republic will triumph, will constitute the honour of France, and will accomplish the happiness of humanity. — [538, 442, 774, 466]
paragraph: All sorts of enthusiastic titles are given to these associations—the Club of the Rights of Man, the Club of the Republic, the Club of the Workmen, the Central Republican Society, and many others. — [1045, 732, 1280, 756]
paragraph: M. Arago said:— — [293, 717, 338, 725]
paragraph: M. Albert said:—Citizens, the cause of the workmen is the cause of the Republic. The provisional government has given you its word; rely upon it. — [538, 183, 774, 199]
paragraph: The deputation then retired. The assembled people having called out the names of the members of the government, M. Louis Blanc and several others appeared on the steps of the Hotel de Ville and addressed the multitude amidst the loudest acclamations. — [538, 806, 774, 830]
paragraph: M. Louis Blanc added:—Citizens, the cry that has been raised is that of the whole nation—Vive la Republique! The people has shown to-day what it is—calm, strong, and generous. — [538, 1365, 774, 1389]
paragraph: A delegate replied:—We have consulted all the corporations; we have submitted to them what we desired to do; they have all adhered, and have sent us to you to present the wishes we have just expressed. — [538, 515, 774, 539]
paragraph: Paris, Monday, 11 a.m.—Every day brings its colossal popular demonstration. A procession of ten thousand Savoyards, with banners, marched from the Place Vendome to the Hotel de Ville to-day. — [1045, 886, 1280, 910]
paragraph: A great colony having been raised against the circulars of the Minister of Public Instruction and the Minister of the Interior, we give the following extract from the former:— — [31, 639, 267, 663]
paragraph: The night passed in perfect tranquillity. Bodies of men, marching nine and ten abreast, continued to defile along the Boulevards from four o'clock until after midnight, singing the Marseillaise and the Chant des Girondins. — [792, 134, 1027, 159]
paragraph: Citizens with the means of subsistence. Let it rest upon that, for we are now without work. We feel convinced that you will make every effort to find them, and that you will be upheld in this by the union of all classes. — [792, 1170, 1027, 1194]
paragraph: M. Arago said:— — [293, 911, 338, 919]
paragraph: M. Ledru-Rollin has been alluded to as having taken himself personally the decision in question, in his quality of Minister of the Interior. M. Ledru-Rollin has decided to make for those who desire no distinction. We have now been in session since the morning, and the decree was adopted unanimously. — [285, 530, 520, 563]
paragraph: M. Louis Blanc asked if the wish expressed was of general one? — [546, 1478, 711, 1486]
paragraph: Paris, Monday, 11 a.m.—Every day brings its colossal popular demonstration. A procession of ten thousand Savoyards, with banners, marched from the Place Vendome to the Hotel de Ville to-day. — [1045, 1898, 1280, 1922]
paragraph: M. Ledru-Rollin:—Citizens, the government cannot deliberate under pressure. The liberty of the government is the condition of its existence. — [538, 1316, 774, 1332]
paragraph: 2. Your relations with the officers of commerce and the military.—The first care of the commissioners must be to maintain order and to secure the confidence of the people. Your authority is complete over all civil functionaries. — [31, 2087, 267, 2111]
paragraph: All sorts of enthusiastic titles are given to these associations—the Club of the Rights of Man, the Club of the Republic, the Club of the Workmen, the Central Republican Society, and many others. — [1045, 935, 1280, 959]
paragraph: Paris, Saturday.—The financial measures proposed by M. Garnier-Pages have produced a favourable impression at the Bourse. The decree of the Minister of Finance declares that bills payable at the Treasury shall be reimbursed with interest. — [792, 433, 1027, 458]
subheading: LEDRU-ROLLIN'S CIRCULAR. — [86, 191, 211, 200]
paragraph: M. Ledru-Rollin:—Citizens, the government cannot deliberate under pressure. The liberty of the government is the condition of its existence. — [538, 928, 774, 944]
paragraph: 5. The Elections.—The elections are your great work. They are to save the country. It is upon the composition of the Assembly that our destinies depend. It must be animated by a revolutionary spirit. — [31, 590, 267, 614]
paragraph: M. Louis Blanc added:—Citizens, the cry that has been raised is that of the whole nation—Vive la Republique! The people has shown to-day what it is—calm, strong, and generous. — [538, 199, 774, 223]
paragraph: M. Louis Blanc said:—The government of the Republic is founded on public opinion, and will never forget that it is so; our strength, we are aware, is in that of the people, and our will ought always to be in unison with that which it expresses. — [538, 466, 774, 490]
paragraph: The government has ordered the construction of new workshops for the employment of the unemployed workmen, and a sum of 800,000 francs has been placed at the disposal of the Minister of Public Works. — [1045, 708, 1280, 732]
paragraph: Loud cries of enthusiasm, 'Vive la Republique!' 'Vive Ledru-Rollin!' followed this address. — [792, 522, 1027, 538]
column-5 — [1036, 54, 1289, 2125]
paragraph: 5. The Elections.—The elections are your great work. They are to save the country. It is upon the composition of the Assembly that our destinies depend. It must be animated by a revolutionary spirit. — [31, 1108, 267, 1132]
paragraph: M. Louis Blanc added:—Citizens, the cry that has been raised is that of the whole nation—Vive la Republique! The people has shown to-day what it is—calm, strong, and generous. — [538, 1170, 774, 1195]
paragraph: The Minister of War, with a view of carrying out republican principles in the advancement in the army, has addressed to the generals commanding divisions a circular in which he directs that in future the promotions shall take place by election amongst the soldiers. — [1045, 2068, 1280, 2100]
paragraph: The government has ordered the construction of new workshops for the employment of the unemployed workmen, and a sum of 800,000 francs has been placed at the disposal of the Minister of Public Works. — [1045, 287, 1280, 311]
paragraph: The night passed in perfect tranquillity. Bodies of men, marching nine and ten abreast, continued to defile along the Boulevards from four o'clock until after midnight, singing the Marseillaise and the Chant des Girondins. — [792, 1785, 1027, 1809]
subheading: DEPUTATION OF THE PEOPLE. — [338, 269, 467, 278]
paragraph: The Moniteur publishes the following account of the reception of the delegates of the people on Friday at the Hotel de Ville:— — [285, 1057, 520, 1073]
paragraph: On Saturday the ambassador of the Britannic Majesty having demanded an explanation respecting the arming of the Irish residing in Paris, M. de Lamartine replied that the Republic could not permit any armed body of foreigners to organise itself on its territory. — [792, 385, 1027, 409]
paragraph: M. Garnier-Pages replied:—The government has never had any desire which is not in conformity with the wishes of the people. We shall not recoil before any difficulty. — [538, 1527, 774, 1543]
paragraph: A delegate replied:—We have consulted all the corporations; we have submitted to them what we desired to do; they have all adhered, and have sent us to you to present the wishes we have just expressed. — [538, 126, 774, 151]
paragraph: On Saturday the ambassador of the Britannic Majesty having demanded an explanation respecting the arming of the Irish residing in Paris, M. de Lamartine replied that the Republic could not permit any armed body of foreigners to organise itself on its territory. — [792, 1809, 1027, 1833]
paragraph: Citizen,—The government has made known its views in the circular of the 12th instant. The duties which you have to fulfil are of a kind requiring great energy. In the critical circumstances in which our country is placed, you should act with that firmness which is the characteristic of true republicans. — [31, 1513, 267, 1545]
paragraph: The receipt of the octroi, or the dues belonging to the city of Paris, has only been interrupted for a short time during the revolution; it has now, owing to the assiduous exertions of the authorities, resumed its usual course. — [1045, 384, 1280, 408]
paragraph: M. Garnier-Pages replied:—The government has never had any desire which is not in conformity with the wishes of the people. We shall not recoil before any difficulty. — [538, 555, 774, 571]
paragraph: Union, confidence, and firmness, and order will be maintained. The Republic will triumph, will constitute the honour of France, and will accomplish the happiness of humanity. — [538, 1025, 774, 1049]
paragraph: The demonstration of the National Guard on Thursday was the principal subject of discussion in the clubs on the following evening. Crowds were collected on the boulevards and in the public places, and it was resolved that the people should make a counter-demonstration on the following day. — [285, 175, 520, 207]
paragraph: Some delegates asked—Does the whole of the provisional government approve of these words? — [792, 1040, 1027, 1056]
paragraph: M. Ledru-Rollin has been alluded to as having taken himself personally the decision in question, in his quality of Minister of the Interior. M. Ledru-Rollin has decided to make for those who desire no distinction. We have now been in session since the morning, and the decree was adopted unanimously. — [285, 1307, 520, 1340]
paragraph: 2. Your relations with the officers of commerce and the military.—The first care of the commissioners must be to maintain order and to secure the confidence of the people. Your authority is complete over all civil functionaries. — [31, 533, 267, 557]
paragraph: By twelve o'clock the square was filled by an immense throng, which extended from the Seine along the Rue de Rivoli. The Place de Greve was covered with men in working dresses, marching in close column, with banners and flags inscribed with the names of their trades. — [285, 1995, 520, 2028]
paragraph: Will save the treasury from disbursements which would amount to 275 millions. The holders of the Treasury bills thus postponed have the option of waiting till the six months expire, when they will be entitled to receive the amount in specie, or of exchanging them for coupons of the new loan at par. — [1045, 554, 1280, 586]
paragraph: A great colony having been raised against the circulars of the Minister of Public Instruction and the Minister of the Interior, we give the following extract from the former:— — [31, 380, 267, 404]
paragraph: The Minister of War, with a view of carrying out republican principles in the advancement in the army, has addressed to the generals commanding divisions a circular in which he directs that in future the promotions shall take place by election amongst the soldiers. — [1045, 854, 1280, 886]
paragraph: M. Louis Blanc said:—The government of the Republic is founded on public opinion, and will never forget that it is so; our strength, we are aware, is in that of the people, and our will ought always to be in unison with that which it expresses. — [538, 855, 774, 879]
paragraph: Citizen,—The government has made known its views in the circular of the 12th instant. The duties which you have to fulfil are of a kind requiring great energy. In the critical circumstances in which our country is placed, you should act with that firmness which is the characteristic of true republicans. — [31, 2031, 267, 2063]
paragraph: At an early hour the people assembled in their various districts, and marched in perfect order towards the Place de la Concorde, whence they proceeded along the quays to the Hotel de Ville. — [285, 207, 520, 231]
paragraph: It is not necessary to be a proprietor in order to feel interest in the welfare of the country. Workmen, artisans, citizens, all have the same rights. The Minister of the Interior has addressed the following circular to the commissioners of the provisional government:— — [31, 161, 267, 186]
paragraph: Paris, Sunday evening.—The government published this morning another decree postponing the election of the officers of the National Guard until the 5th of April next. — [1045, 1825, 1280, 1841]
paragraph: 3. Your relations with the law functionaries.—These magistrates should set an example of devotion to the Republic; those who are hostile must be replaced. — [31, 1335, 267, 1351]
paragraph: M. Albert said:—Citizens, the cause of the workmen is the cause of the Republic. The provisional government has given you its word; rely upon it. — [538, 1154, 774, 1170]
paragraph: The night passed in perfect tranquillity. Bodies of men, marching nine and ten abreast, continued to defile along the Boulevards from four o'clock until after midnight, singing the Marseillaise and the Chant des Girondins. — [792, 361, 1027, 385]
paragraph: Citizens with the means of subsistence. Let it rest upon that, for we are now without work. We feel convinced that you will make every effort to find them, and that you will be upheld in this by the union of all classes. — [792, 1348, 1027, 1372]
paragraph: 4. National Guard.—You will receive from me detailed instructions on the organisation of the civil force. I have endeavoured to provide against all the difficulties which may arise. — [31, 299, 267, 315]
paragraph: The Minister of War, with a view of carrying out republican principles in the advancement in the army, has addressed to the generals commanding divisions a circular in which he directs that in future the promotions shall take place by election amongst the soldiers. — [1045, 1461, 1280, 1493]
paragraph: The deputation then retired. The assembled people having called out the names of the members of the government, M. Louis Blanc and several others appeared on the steps of the Hotel de Ville and addressed the multitude amidst the loudest acclamations. — [538, 1389, 774, 1413]
paragraph: The government has ordered the construction of new workshops for the employment of the unemployed workmen, and a sum of 800,000 francs has been placed at the disposal of the Minister of Public Works. — [1045, 910, 1280, 934]
paragraph: Of the National Guard, and some of the companies in the legions. This is what has been decided upon, and, men of sense and intelligence, we leave you to judge yourselves; you will understand that when we form an individual National Guard composed of all the citizens in the country, we feel bound to respect the principle of equality and of fraternity. — [285, 2044, 520, 2076]
paragraph: M. Louis Blanc asked if the wish expressed was of general one? — [546, 1284, 711, 1292]
paragraph: The great error against which the inhabitants of our agricultural districts must be guarded is this—that in order to be a representative it is necessary either to enjoy wealth or to be possessed of education or the gifts of fortune. As the advantages of education, it is clear that an honest agriculturist possessed of good sense and experience will represent the interests of his class in the assembly of the nation far better than a rich and well-educated citizen who is a stranger to the labours of the field. — [31, 404, 267, 452]
paragraph: Paris, Sunday evening.—The government published this morning another decree postponing the election of the officers of the National Guard until the 5th of April next. — [1045, 813, 1280, 829]
paragraph: M. Louis Blanc added:—Citizens, the cry that has been raised is that of the whole nation—Vive la Republique! The people has shown to-day what it is—calm, strong, and generous. — [538, 782, 774, 806]
paragraph: M. Lamartine replied—Gentlemen, I have been called by name. I answer to the call of those who will not approve that we should give rise to doubts as to the power of the people. We are here to hear those who have confided their cause to us. — [792, 78, 1027, 102]
paragraph: Citizen,—The government has made known its views in the circular of the 12th instant. The duties which you have to fulfil are of a kind requiring great energy. In the critical circumstances in which our country is placed, you should act with that firmness which is the characteristic of true republicans. — [31, 477, 267, 509]
paragraph: M. Louis Blanc asked if the wish expressed was of general one? — [546, 1090, 711, 1097]
paragraph: Loud cries of enthusiasm, 'Vive la Republique!' 'Vive Ledru-Rollin!' followed this address. — [792, 1591, 1027, 1607]
paragraph: The receipt of the octroi, or the dues belonging to the city of Paris, has only been interrupted for a short time during the revolution; it has now, owing to the assiduous exertions of the authorities, resumed its usual course. — [1045, 2003, 1280, 2027]
paragraph: A meeting of masters and chiefs of industry took place on Friday, at the Luxembourg, under the presidency of M. Louis Blanc, in order to consult upon the means of reconciling the interests of capital and labour. — [792, 1834, 1027, 1858]
